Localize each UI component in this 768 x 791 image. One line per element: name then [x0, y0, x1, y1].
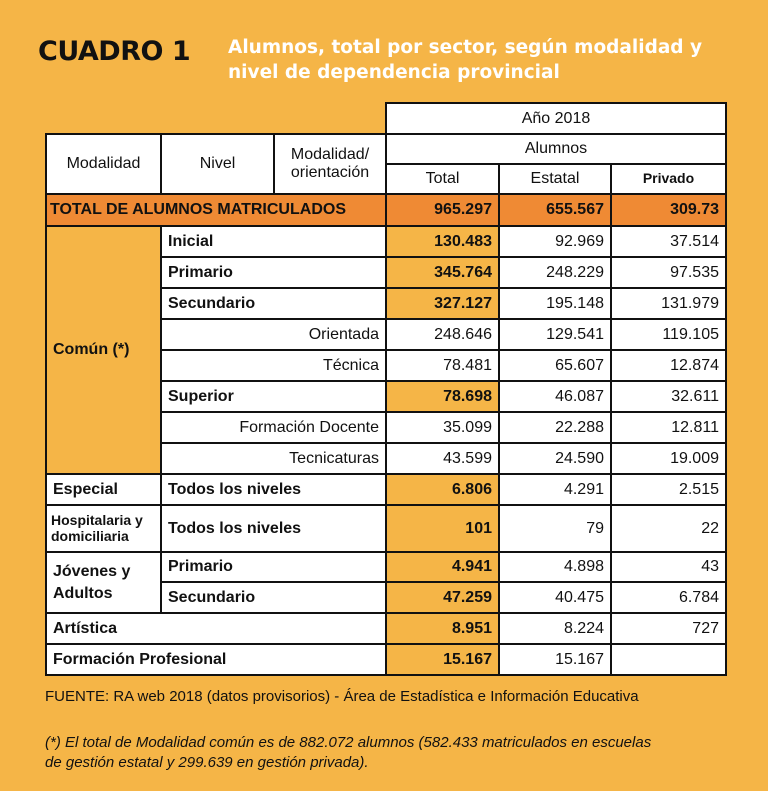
corner-blank	[46, 103, 386, 134]
orientacion-tecnica: Técnica	[161, 350, 386, 381]
especial-total: 6.806	[386, 474, 499, 505]
orientacion-header-line-2: orientación	[290, 164, 370, 181]
table-title	[228, 35, 748, 85]
jovenes-secundario-total: 47.259	[386, 582, 499, 613]
title-line-1: Alumnos, total por sector, según modalidad y	[228, 37, 703, 58]
tecnicaturas-total: 43.599	[386, 443, 499, 474]
inicial-total: 130.483	[386, 226, 499, 257]
formacion-profesional-total: 15.167	[386, 644, 499, 675]
alumnos-header: Alumnos	[386, 134, 726, 164]
table-row	[46, 613, 726, 644]
inicial-privado: 37.514	[611, 226, 726, 257]
secundario-total: 327.127	[386, 288, 499, 319]
table-row	[46, 644, 726, 675]
col-privado-header: Privado	[611, 164, 726, 194]
formacion-profesional-estatal: 15.167	[499, 644, 611, 675]
orientada-estatal: 129.541	[499, 319, 611, 350]
modalidad-especial: Especial	[46, 474, 161, 505]
title-line-2: nivel de dependencia provincial	[228, 62, 560, 83]
orientacion-tecnicaturas: Tecnicaturas	[161, 443, 386, 474]
table-row-total	[46, 194, 726, 226]
tecnica-privado: 12.874	[611, 350, 726, 381]
jovenes-line-1: Jóvenes y	[53, 562, 131, 580]
secundario-estatal: 195.148	[499, 288, 611, 319]
jovenes-secundario-estatal: 40.475	[499, 582, 611, 613]
modalidad-jovenes-adultos	[46, 552, 161, 613]
jovenes-nivel-primario: Primario	[161, 552, 386, 582]
table-number: CUADRO 1	[38, 36, 191, 67]
artistica-privado: 727	[611, 613, 726, 644]
hospitalaria-total: 101	[386, 505, 499, 552]
jovenes-primario-total: 4.941	[386, 552, 499, 582]
total-privado: 309.73	[611, 194, 726, 226]
col-nivel-header: Nivel	[161, 134, 274, 194]
orientacion-orientada: Orientada	[161, 319, 386, 350]
table-row	[46, 552, 726, 582]
footnote-line-1: (*) El total de Modalidad común es de 882.072 alumnos (582.433 matriculados en escuelas	[45, 734, 652, 751]
modalidad-hospitalaria	[46, 505, 161, 552]
tecnica-estatal: 65.607	[499, 350, 611, 381]
hospitalaria-privado: 22	[611, 505, 726, 552]
especial-privado: 2.515	[611, 474, 726, 505]
total-total: 965.297	[386, 194, 499, 226]
especial-nivel: Todos los niveles	[161, 474, 386, 505]
hospitalaria-line-2: domiciliaria	[51, 527, 129, 544]
hospitalaria-estatal: 79	[499, 505, 611, 552]
hospitalaria-line-1: Hospitalaria y	[51, 512, 143, 529]
especial-estatal: 4.291	[499, 474, 611, 505]
tecnicaturas-privado: 19.009	[611, 443, 726, 474]
modalidad-comun: Común (*)	[46, 226, 161, 474]
jovenes-nivel-secundario: Secundario	[161, 582, 386, 613]
formacion-docente-estatal: 22.288	[499, 412, 611, 443]
tecnicaturas-estatal: 24.590	[499, 443, 611, 474]
hospitalaria-nivel: Todos los niveles	[161, 505, 386, 552]
orientacion-formacion-docente: Formación Docente	[161, 412, 386, 443]
total-label: TOTAL DE ALUMNOS MATRICULADOS	[46, 194, 386, 226]
superior-total: 78.698	[386, 381, 499, 412]
formacion-docente-total: 35.099	[386, 412, 499, 443]
enrollment-table	[45, 102, 727, 676]
source-note: FUENTE: RA web 2018 (datos provisorios) - Área de Estadística e Información Educativa	[45, 688, 639, 705]
formacion-profesional-privado	[611, 644, 726, 675]
nivel-superior: Superior	[161, 381, 386, 412]
formacion-docente-privado: 12.811	[611, 412, 726, 443]
col-estatal-header: Estatal	[499, 164, 611, 194]
orientada-privado: 119.105	[611, 319, 726, 350]
jovenes-secundario-privado: 6.784	[611, 582, 726, 613]
tecnica-total: 78.481	[386, 350, 499, 381]
col-modalidad-header: Modalidad	[46, 134, 161, 194]
jovenes-line-2: Adultos	[53, 584, 113, 602]
nivel-inicial: Inicial	[161, 226, 386, 257]
artistica-estatal: 8.224	[499, 613, 611, 644]
jovenes-primario-estatal: 4.898	[499, 552, 611, 582]
orientacion-header-line-1: Modalidad/	[290, 146, 370, 164]
total-estatal: 655.567	[499, 194, 611, 226]
footnote-line-2: de gestión estatal y 299.639 en gestión privada).	[45, 754, 369, 771]
primario-estatal: 248.229	[499, 257, 611, 288]
table-row	[46, 505, 726, 552]
footnote	[45, 733, 745, 773]
nivel-secundario: Secundario	[161, 288, 386, 319]
primario-privado: 97.535	[611, 257, 726, 288]
nivel-primario: Primario	[161, 257, 386, 288]
col-orientacion-header	[274, 134, 386, 194]
jovenes-primario-privado: 43	[611, 552, 726, 582]
artistica-total: 8.951	[386, 613, 499, 644]
orientada-total: 248.646	[386, 319, 499, 350]
table-row	[46, 474, 726, 505]
col-total-header: Total	[386, 164, 499, 194]
primario-total: 345.764	[386, 257, 499, 288]
secundario-privado: 131.979	[611, 288, 726, 319]
modalidad-artistica: Artística	[46, 613, 386, 644]
superior-estatal: 46.087	[499, 381, 611, 412]
superior-privado: 32.611	[611, 381, 726, 412]
inicial-estatal: 92.969	[499, 226, 611, 257]
year-header: Año 2018	[386, 103, 726, 134]
table-row	[46, 226, 726, 257]
modalidad-formacion-profesional: Formación Profesional	[46, 644, 386, 675]
